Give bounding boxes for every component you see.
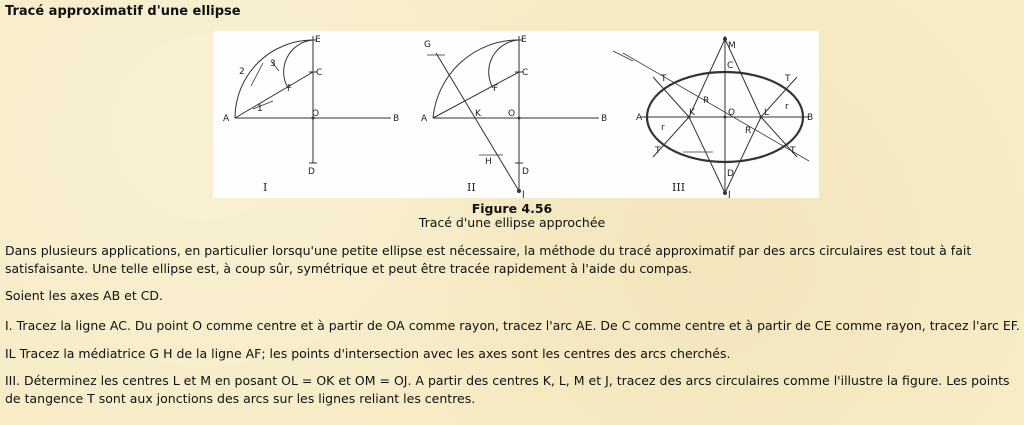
label-2-1: 2 [239, 67, 245, 77]
label-J-3: J [728, 190, 731, 198]
figure-caption: Tracé d'une ellipse approchée [418, 215, 606, 230]
ellipse-construction-diagram [213, 31, 819, 198]
panel-1-drawing [235, 36, 391, 163]
label-T-3a: T [661, 74, 667, 84]
label-1-1: 1 [257, 104, 263, 114]
label-B-2: B [601, 114, 608, 124]
label-K-3: K [689, 108, 695, 118]
paragraph-step-3: III. Déterminez les centres L et M en posant OL = OK et OM = OJ. A partir des centres K, L, M et J, tracez des arcs circulaires comme l'illustre la figure. Les points de tangence T sont aux jonctions des arcs sur les lignes reliant les centres. [5, 373, 1010, 406]
label-O-2: O [508, 109, 516, 119]
figure-image [213, 31, 819, 198]
label-T-3b: T [785, 74, 791, 84]
panel-numeral-3: III [672, 181, 686, 194]
label-K-2: K [475, 109, 481, 119]
label-A-1: A [223, 114, 230, 124]
label-T-3c: T [655, 146, 661, 156]
page-title: Tracé approximatif d'une ellipse [5, 4, 241, 19]
panel-numeral-2: II [467, 181, 476, 194]
label-L-3: L [764, 108, 770, 118]
figure-number: Figure 4.56 [471, 201, 553, 216]
label-C-2: C [522, 68, 529, 78]
label-O-3: O [728, 108, 736, 118]
label-H-2: H [485, 157, 492, 167]
paragraph-axes: Soient les axes AB et CD. [5, 288, 164, 303]
label-r-3b: r [785, 102, 789, 112]
label-C-1: C [316, 68, 323, 78]
label-R-3a: R [703, 96, 710, 106]
panel-numeral-1: I [263, 181, 268, 194]
label-r-3a: r [661, 123, 665, 133]
label-J-2: J [522, 190, 525, 198]
label-A-3: A [636, 113, 643, 123]
label-M-3: M [728, 41, 736, 51]
label-B-1: B [393, 114, 400, 124]
label-F-1: F [287, 84, 293, 94]
label-T-3d: T [790, 146, 796, 156]
paragraph-step-2: IL Tracez la médiatrice G H de la ligne AF; les points d'intersection avec les axes sont les centres des arcs cherchés. [5, 346, 731, 361]
label-E-1: E [315, 35, 321, 45]
label-G-2: G [424, 40, 431, 50]
label-R-3b: R [745, 126, 752, 136]
label-F-2: F [493, 84, 499, 94]
label-D-3: D [727, 169, 734, 179]
paragraph-step-1: I. Tracez la ligne AC. Du point O comme centre et à partir de OA comme rayon, tracez l'arc AE. De C comme centre et à partir de CE comme rayon, tracez l'arc EF. [5, 318, 1020, 333]
panel-3-drawing [613, 36, 809, 193]
label-D-2: D [522, 167, 529, 177]
paragraph-intro: Dans plusieurs applications, en particulier lorsqu'une petite ellipse est nécessaire, la méthode du tracé approximatif par des arcs circulaires est tout à fait satisfaisante. Une telle ellipse est, à coup sûr, symétrique et peut être tracée rapidement à l'aide du compas. [5, 243, 972, 276]
label-D-1: D [308, 167, 315, 177]
label-A-2: A [421, 114, 428, 124]
label-O-1: O [312, 109, 320, 119]
label-3-1: 3 [270, 59, 276, 69]
label-C-3: C [727, 61, 734, 71]
label-E-2: E [521, 35, 527, 45]
label-B-3: B [807, 113, 814, 123]
